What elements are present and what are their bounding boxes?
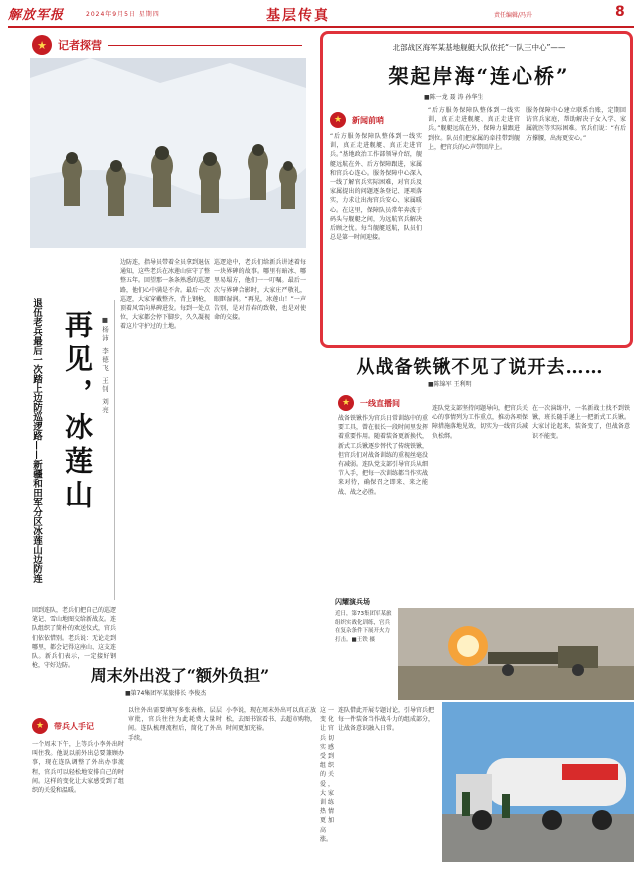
star-icon: ★: [338, 395, 354, 411]
article-3-byline: ■第74集团军某旅排长 李俊杰: [125, 690, 207, 697]
header-rule: [108, 45, 302, 46]
article-2-col-1: 战备铁锹作为官兵日常训练中的重要工具，曾在很长一段时间里发挥着重要作用。随着装备更新换代，新式工兵锹逐步替代了传统铁锹，但官兵们对战备训练的重视丝毫没有减弱。连队党支部引导官兵从细节入手，把每一次训练都当作实战来对待，确保召之即来、来之能战、战之必胜。: [338, 415, 429, 496]
flash-body-col: 连队借此开展专题讨论，引导官兵把每一件装备当作战斗力的组成部分，让战备意识融入日常。: [338, 707, 435, 733]
star-icon: ★: [32, 35, 52, 55]
snow-patrol-photo: [30, 58, 306, 248]
artillery-photo: [398, 608, 634, 700]
article-3-col-3: 小李说，现在周末外出可以真正放松，去图书馆看书、去超市购物，时间更加充裕。: [226, 707, 317, 733]
article-2-col-3: 在一次演练中，一名新战士找不到铁锹，班长随手递上一把新式工兵锹。大家讨论起来，装备变了，但战备意识不能变。: [532, 405, 630, 440]
feature-body-col-1: 边防连，指导员带着全员拿到退伍通知，这些老兵在冰莲山驻守了整整五年。回望那一条条熟悉的巡逻路，他们心中满是不舍。最后一次巡逻，大家穿戴整齐，背上钢枪，顶着风雪向界碑进发。每到一处点位，大家都会停下脚步，久久凝视着这片守护过的土地。: [120, 259, 211, 331]
feature-body-col-3: 回到连队，老兵们把自己的巡逻笔记、雪山地图交给新战友。连队组织了简朴的欢送仪式，官兵们依依惜别。老兵说：无论走到哪里，都会记得这座山、这支连队。新兵们表示，一定接好钢枪，守好边防。: [32, 607, 117, 670]
star-icon: ★: [330, 112, 346, 128]
flash-header: 闪耀演兵场: [335, 598, 370, 606]
tanker-truck-illustration: [442, 702, 634, 862]
article-1-col-2: “后方服务保障队整体到一线实训，真正走进舰艇、真正走进官兵。”舰艇远航在外，保障力量跟进到位。队员们把家属的牵挂带到舰上，把官兵的心声带回岸上。: [428, 107, 520, 151]
artillery-illustration: [398, 608, 634, 700]
masthead-rule: [8, 26, 634, 28]
article-1-col-3: 服务保障中心建立联系台账，定期回访官兵家庭，帮助解决子女入学、家属就医等实际困难。官兵们说：“有后方撑腰，出海更安心。”: [526, 107, 626, 142]
article-3-col-2: 以往外出需要填写多张表格、层层审批，官兵往往为此耗费大量时间。连队梳理流程后，简化了外出手续。: [128, 707, 222, 742]
page-number: 8: [615, 4, 625, 20]
frontline-label: 一线直播间: [360, 398, 400, 408]
article-1-col-1: “后方服务保障队整体到一线实训，真正走进舰艇、真正走进官兵。”基地政治工作部领导介绍，舰艇远航在外、后方保障跟进，家属和官兵心连心。服务保障中心深入一线了解官兵实际困难，对官兵及家属提出的问题逐条登记、逐项落实，力求让出海官兵安心、家属暖心。在这里，保障队员常年奔波于码头与舰艇之间，为远航官兵解决后顾之忧。每当舰艇返航，队员们总是第一时间迎接。: [330, 133, 422, 242]
article-3-title: 周末外出没了“额外负担”: [90, 666, 270, 685]
star-icon: ★: [32, 718, 48, 734]
notes-header: [32, 718, 122, 734]
masthead: [8, 4, 634, 26]
issue-date: 2024年9月5日 星期四: [86, 11, 160, 18]
section-title: 基层传真: [266, 8, 330, 24]
article-3-col-4: 这一变化让官兵切实感受到组织的关爱，大家训练热情更加高涨。: [320, 707, 334, 843]
feature-body-col-2: 巡逻途中，老兵们给新兵讲述着每一块界碑的故事。哪里有暗冰、哪里易塌方，他们一一叮嘱。最后一次与界碑合影时，大家庄严敬礼，眼眶湿润。“再见，冰莲山！”一声告别，是对青春的致敬，也是对使命的交接。: [214, 259, 306, 322]
feature-author: ■杨沛 李德飞 王钊 刘亮: [101, 316, 109, 415]
article-1-title: 架起岸海“连心桥”: [388, 64, 570, 88]
article-1-kicker: 北部战区海军某基地舰艇大队依托“一队三中心”——: [392, 43, 566, 52]
editor-credit: 责任编辑/冯升: [494, 12, 533, 19]
flash-caption: 近日，第73集团军某旅组织实战化训练，官兵在复杂条件下展开火力打击。■王铁 摄: [335, 611, 392, 643]
newsfront-header: [330, 112, 384, 128]
snow-patrol-illustration: [30, 58, 306, 248]
article-1-byline: ■陈一龙 聂 涛 孙华生: [424, 94, 484, 101]
jizhe-header-label: 记者探营: [58, 39, 102, 52]
article-2-byline: ■陈锦军 王利明: [428, 381, 472, 388]
jizhe-header: [32, 35, 302, 55]
frontline-header: [338, 395, 438, 411]
article-2-title: 从战备铁锹不见了说开去……: [356, 357, 604, 378]
article-3-col-1: 一个周末下午，上等兵小李外出时叫住我。他说以前外出总要兼顾办事，现在连队调整了外出办事流程，官兵可以轻松地安排自己的时间。这样的变化让大家感受到了组织的关爱和温暖。: [32, 741, 124, 795]
feature-title: 再见，冰莲山: [61, 310, 94, 514]
column-divider: [114, 300, 115, 600]
notes-label: 带兵人手记: [54, 721, 94, 731]
newsfront-label: 新闻前哨: [352, 115, 384, 125]
newspaper-logo: 解放军报: [8, 8, 65, 23]
feature-subtitle: 退伍老兵最后一次踏上边防巡逻路——新疆和田军分区冰莲山边防连: [31, 298, 42, 583]
article-2-col-2: 连队党支部坚持问题导向，把官兵关心的事情列为工作重点，推动各项保障措施落地见效，切实为一线官兵减负松绑。: [432, 405, 529, 440]
tanker-truck-photo: [442, 702, 634, 862]
